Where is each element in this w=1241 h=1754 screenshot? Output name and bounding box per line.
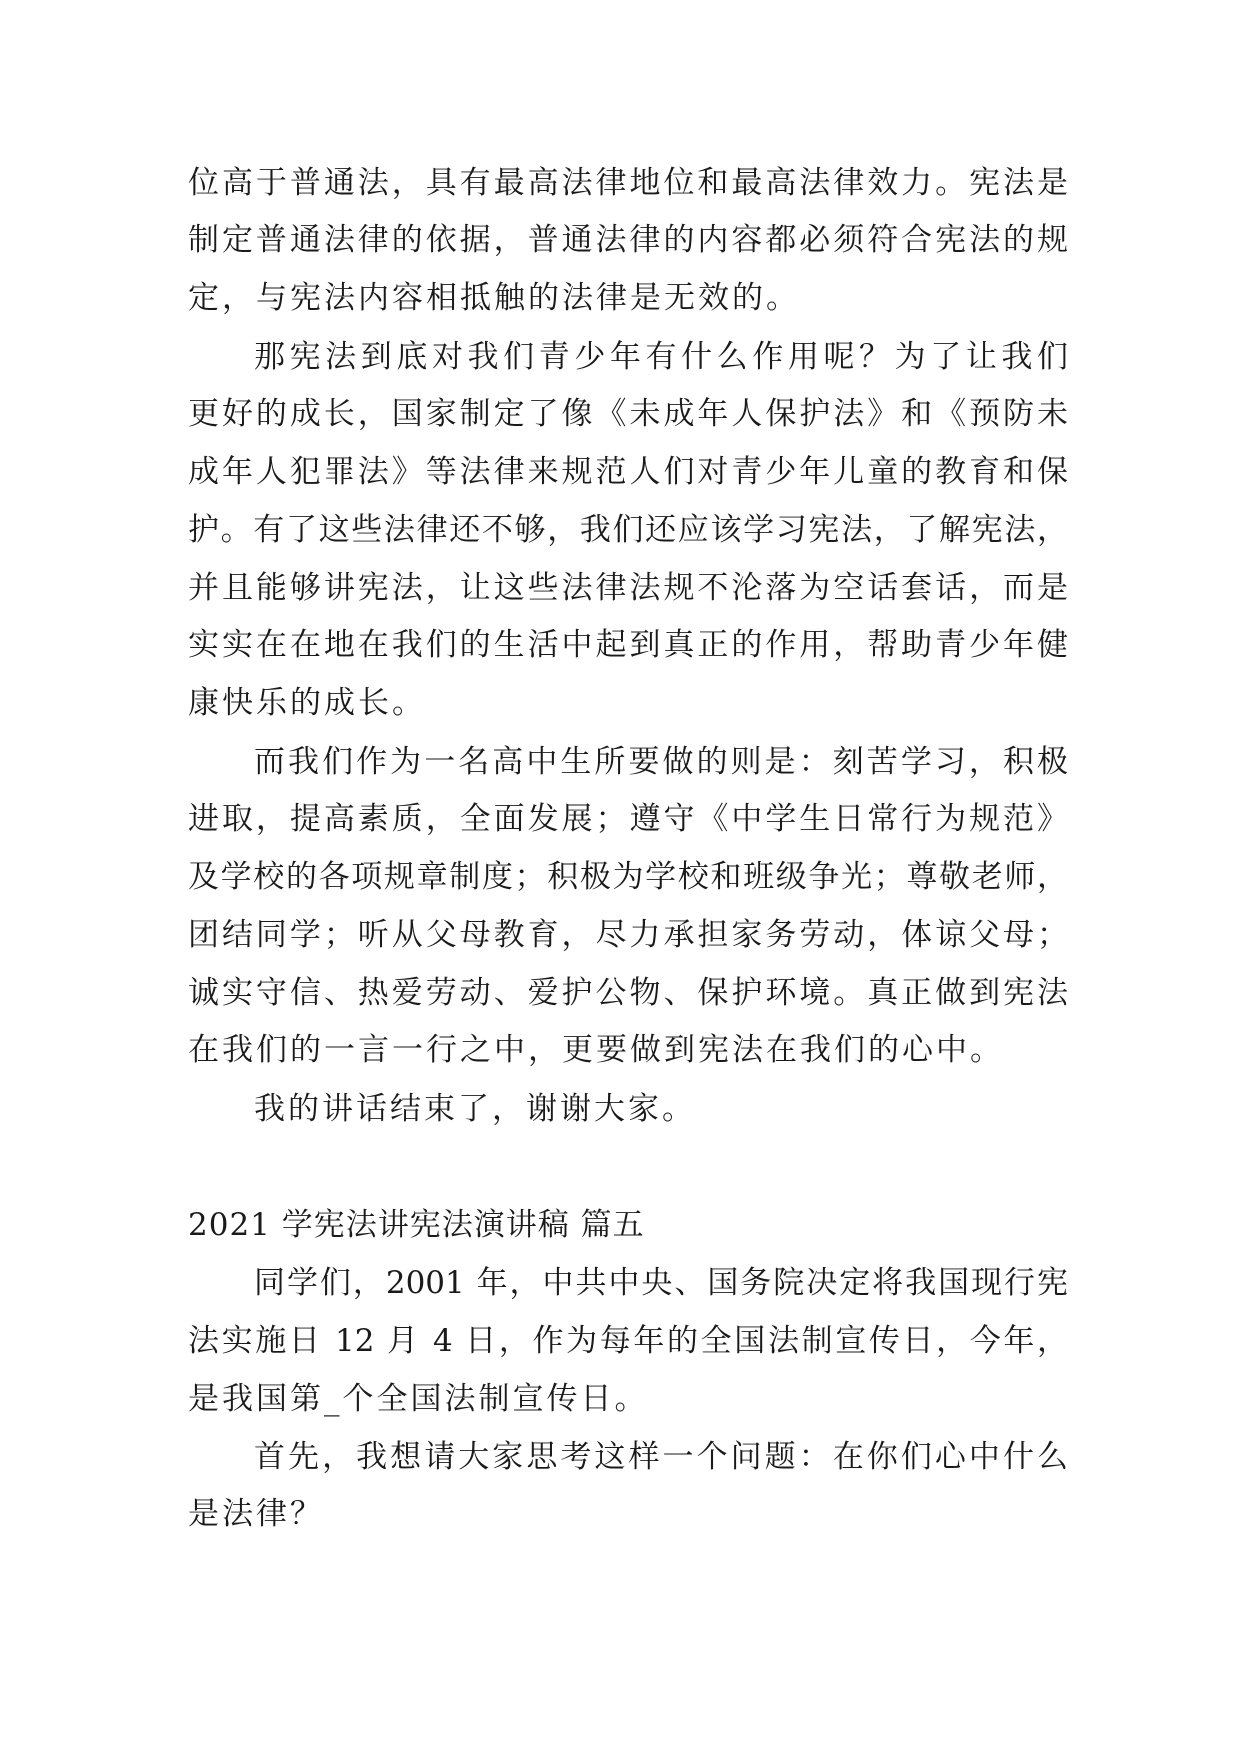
section-heading: 2021 学宪法讲宪法演讲稿 篇五 [188, 1207, 645, 1243]
text-line: 更好的成长，国家制定了像《未成年人保护法》和《预防未 [188, 396, 1068, 432]
text-line: 是法律？ [188, 1496, 324, 1532]
text-line: 团结同学；听从父母教育，尽力承担家务劳动，体谅父母； [188, 917, 1068, 953]
text-line: 成年人犯罪法》等法律来规范人们对青少年儿童的教育和保 [188, 454, 1068, 490]
text-line: 进取，提高素质，全面发展；遵守《中学生日常行为规范》 [188, 801, 1068, 837]
paragraph-first-line: 同学们，2001 年，中共中央、国务院决定将我国现行宪 [254, 1265, 1068, 1301]
text-line: 诚实守信、热爱劳动、爱护公物、保护环境。真正做到宪法 [188, 975, 1068, 1011]
paragraph-first-line: 那宪法到底对我们青少年有什么作用呢？为了让我们 [254, 339, 1068, 375]
paragraph-first-line: 首先，我想请大家思考这样一个问题：在你们心中什么 [254, 1439, 1068, 1475]
text-line: 及学校的各项规章制度；积极为学校和班级争光；尊敬老师， [188, 859, 1068, 895]
text-line: 制定普通法律的依据，普通法律的内容都必须符合宪法的规 [188, 222, 1068, 258]
text-line: 康快乐的成长。 [188, 685, 426, 721]
paragraph-first-line: 我的讲话结束了，谢谢大家。 [254, 1091, 696, 1127]
text-line: 实实在在地在我们的生活中起到真正的作用，帮助青少年健 [188, 627, 1068, 663]
text-line: 定，与宪法内容相抵触的法律是无效的。 [188, 280, 800, 316]
text-line: 位高于普通法，具有最高法律地位和最高法律效力。宪法是 [188, 165, 1068, 201]
text-line: 护。有了这些法律还不够，我们还应该学习宪法，了解宪法， [188, 512, 1068, 548]
text-line: 在我们的一言一行之中，更要做到宪法在我们的心中。 [188, 1032, 1004, 1068]
text-line: 并且能够讲宪法，让这些法律法规不沦落为空话套话，而是 [188, 570, 1068, 606]
paragraph-first-line: 而我们作为一名高中生所要做的则是：刻苦学习，积极 [254, 744, 1068, 780]
text-line: 法实施日 12 月 4 日，作为每年的全国法制宣传日，今年， [188, 1323, 1068, 1359]
text-line: 是我国第_个全国法制宣传日。 [188, 1381, 649, 1417]
